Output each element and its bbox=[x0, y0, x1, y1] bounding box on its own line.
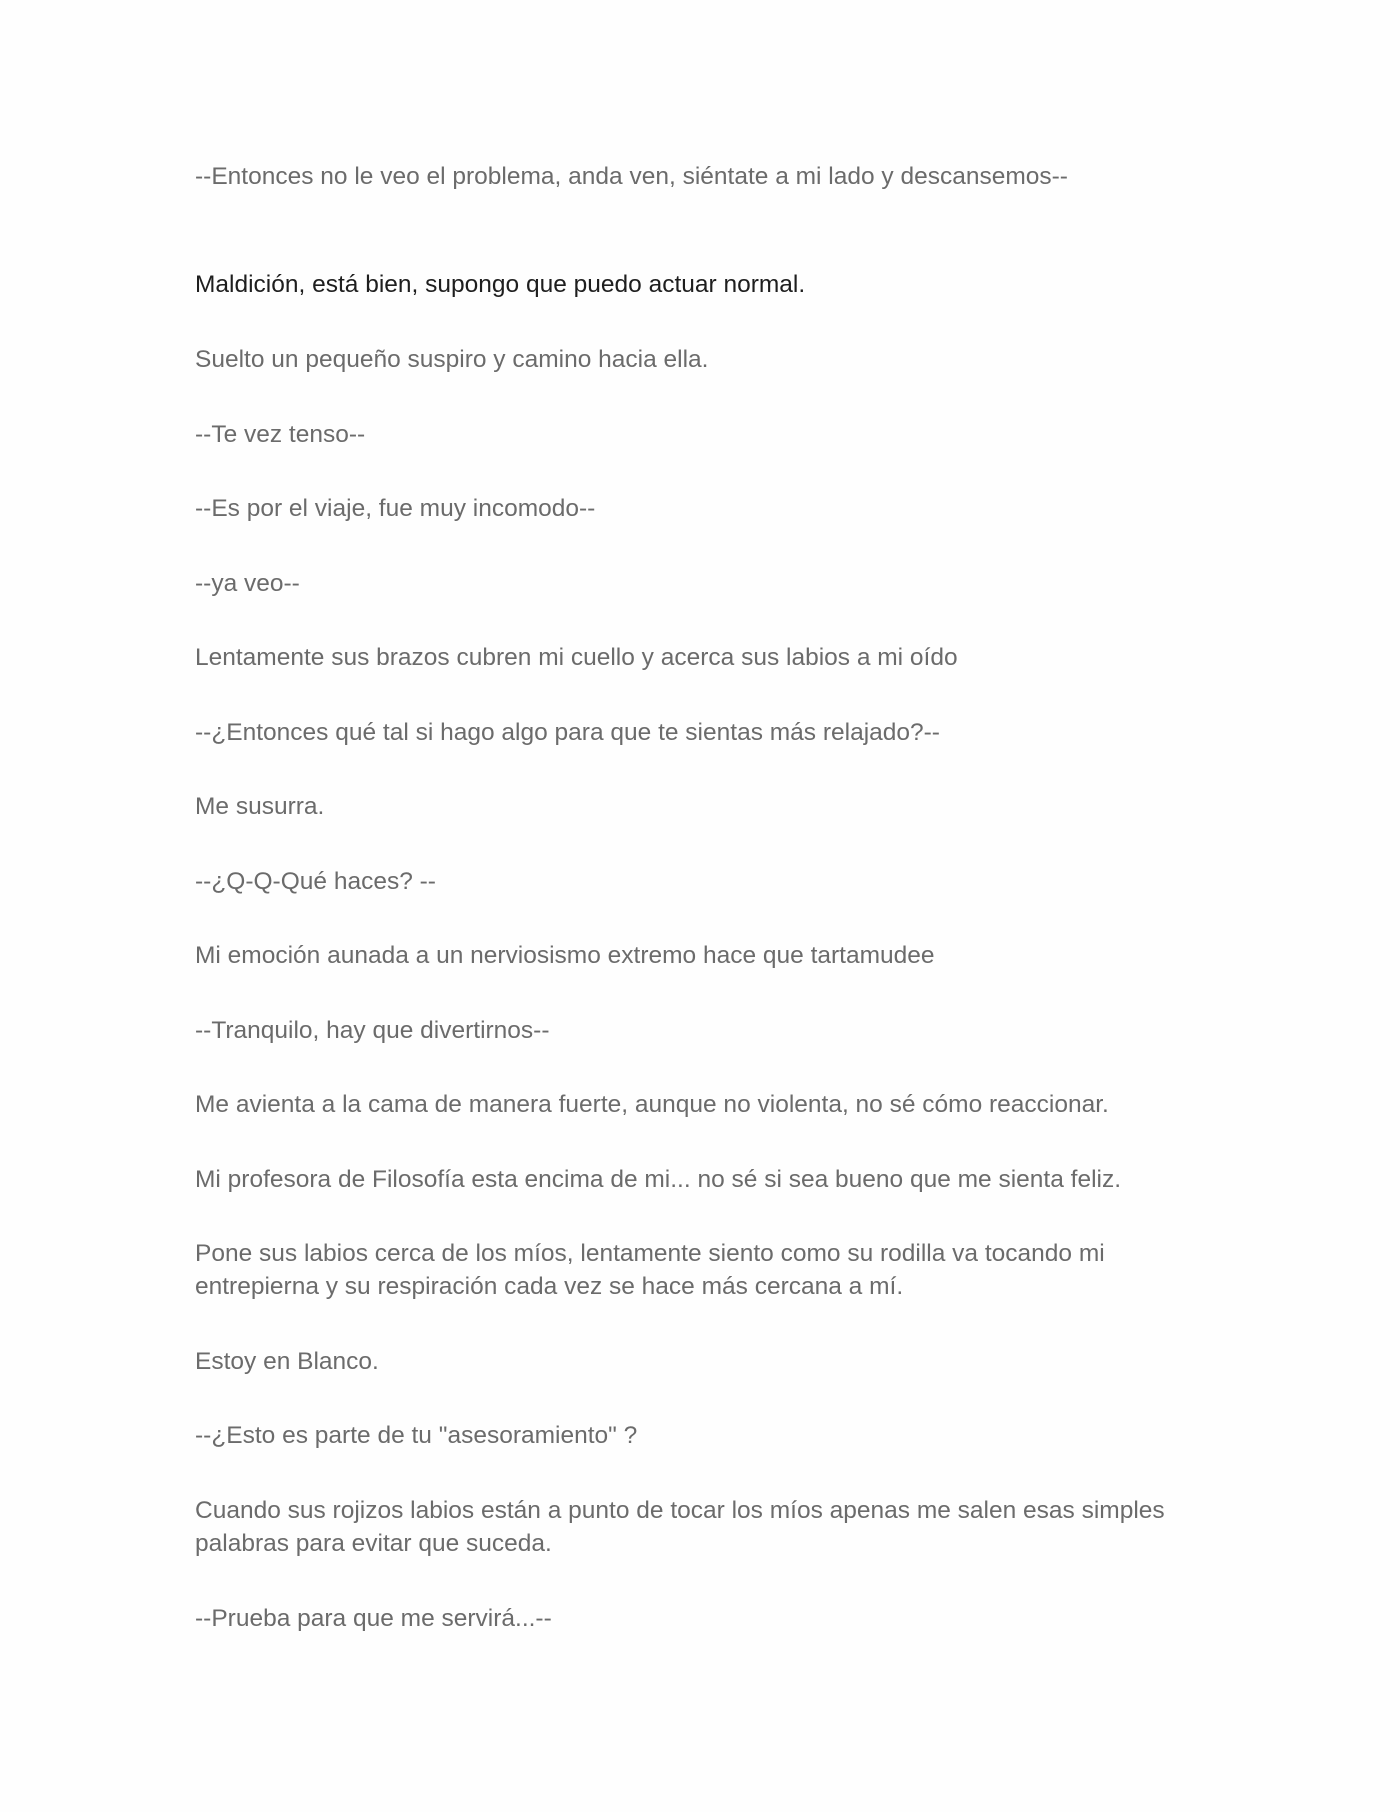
dialogue-paragraph: --ya veo-- bbox=[195, 570, 300, 597]
dialogue-paragraph: --Entonces no le veo el problema, anda ven, siéntate a mi lado y descansemos-- bbox=[195, 163, 1068, 190]
narration-paragraph: Mi profesora de Filosofía esta encima de mi... no sé si sea bueno que me sienta feliz. bbox=[195, 1166, 1122, 1193]
narration-paragraph: Suelto un pequeño suspiro y camino hacia ella. bbox=[195, 346, 709, 373]
inner-thought-paragraph: Maldición, está bien, supongo que puedo actuar normal. bbox=[195, 271, 806, 298]
dialogue-paragraph: --¿Entonces qué tal si hago algo para que te sientas más relajado?-- bbox=[195, 719, 940, 746]
narration-paragraph: Cuando sus rojizos labios están a punto de tocar los míos apenas me salen esas simples palabras para evitar que suceda. bbox=[195, 1497, 1165, 1557]
dialogue-paragraph: --Te vez tenso-- bbox=[195, 421, 366, 448]
narration-paragraph: Me susurra. bbox=[195, 793, 325, 820]
dialogue-paragraph: --¿Esto es parte de tu "asesoramiento" ? bbox=[195, 1422, 638, 1449]
dialogue-paragraph: --Es por el viaje, fue muy incomodo-- bbox=[195, 495, 596, 522]
dialogue-paragraph: --Prueba para que me servirá...-- bbox=[195, 1605, 552, 1632]
narration-paragraph: Lentamente sus brazos cubren mi cuello y acerca sus labios a mi oído bbox=[195, 644, 958, 671]
dialogue-paragraph: --¿Q-Q-Qué haces? -- bbox=[195, 868, 436, 895]
narration-paragraph: Estoy en Blanco. bbox=[195, 1348, 379, 1375]
narration-paragraph: Mi emoción aunada a un nerviosismo extremo hace que tartamudee bbox=[195, 942, 935, 969]
narration-paragraph: Pone sus labios cerca de los míos, lentamente siento como su rodilla va tocando mi entrepierna y su respiración cada vez se hace más cercana a mí. bbox=[195, 1240, 1105, 1300]
dialogue-paragraph: --Tranquilo, hay que divertirnos-- bbox=[195, 1017, 550, 1044]
narration-paragraph: Me avienta a la cama de manera fuerte, aunque no violenta, no sé cómo reaccionar. bbox=[195, 1091, 1109, 1118]
